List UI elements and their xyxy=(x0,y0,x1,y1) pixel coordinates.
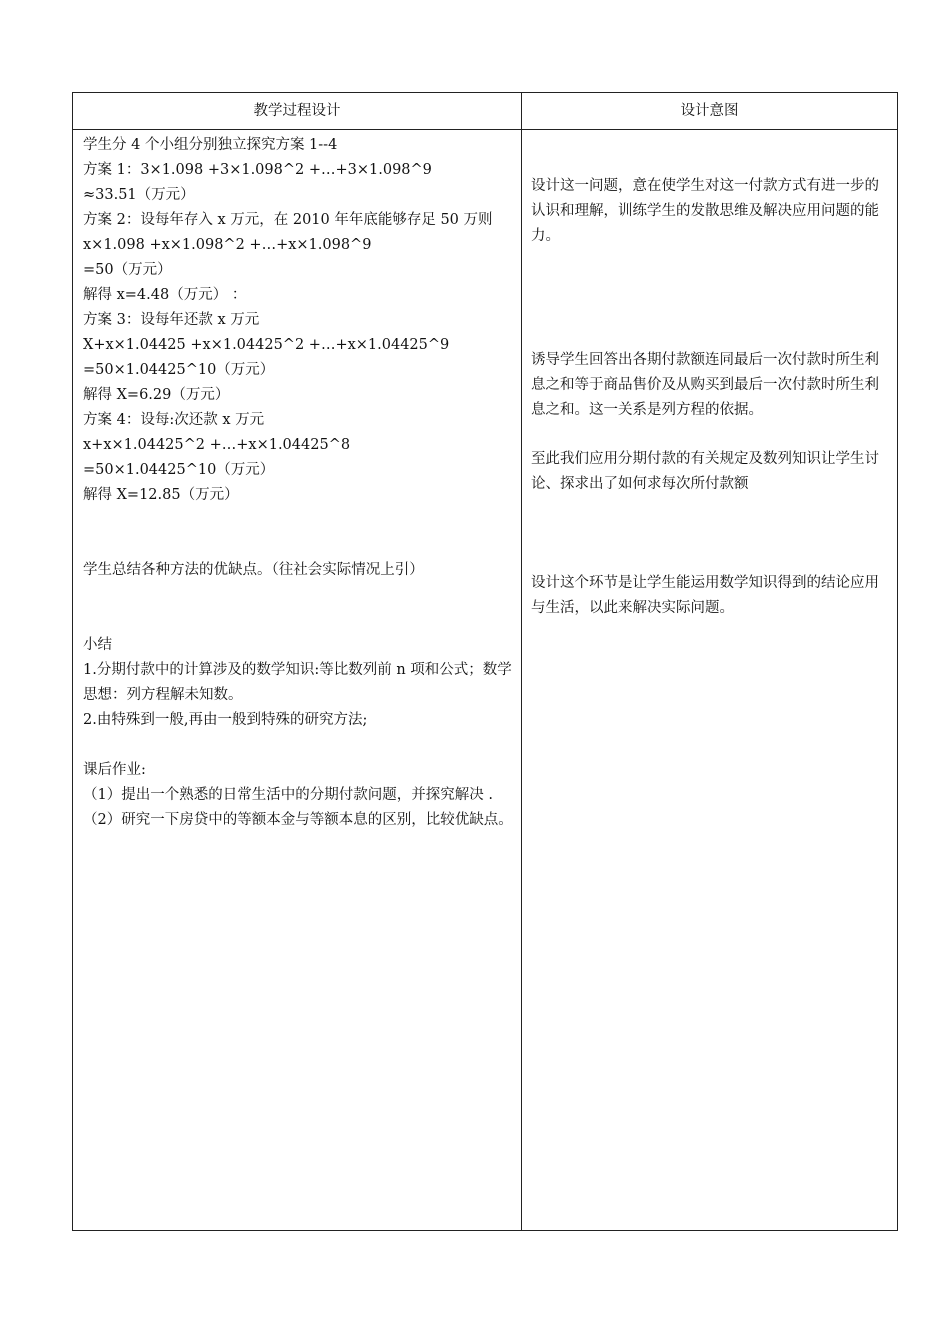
intent-paragraph: 诱导学生回答出各期付款额连同最后一次付款时所生利息之和等于商品售价及从购买到最后一次付款时所生利息之和。这一关系是列方程的依据。 xyxy=(531,352,879,418)
summary-item: 1.分期付款中的计算涉及的数学知识:等比数列前 n 项和公式；数学思想：列方程解未知数。 xyxy=(83,662,512,703)
summary-title: 小结 xyxy=(83,637,112,653)
homework-item: （2）研究一下房贷中的等额本金与等额本息的区别，比较优缺点。 xyxy=(83,812,513,828)
text-line: =50×1.04425^10（万元） xyxy=(83,362,275,378)
text-line: 解得 X=12.85（万元） xyxy=(83,487,239,503)
text-line: =50×1.04425^10（万元） xyxy=(83,462,275,478)
text-line: x×1.098 +x×1.098^2 +…+x×1.098^9 xyxy=(83,237,372,253)
text-line: 方案 2：设每年存入 x 万元，在 2010 年年底能够存足 50 万则 xyxy=(83,212,493,228)
intent-paragraph: 设计这一问题，意在使学生对这一付款方式有进一步的认识和理解，训练学生的发散思维及解决应用问题的能力。 xyxy=(531,178,879,244)
text-line: 方案 1：3×1.098 +3×1.098^2 +…+3×1.098^9 xyxy=(83,162,432,178)
text-line: x+x×1.04425^2 +…+x×1.04425^8 xyxy=(83,437,351,453)
text-line: X+x×1.04425 +x×1.04425^2 +…+x×1.04425^9 xyxy=(83,337,450,353)
text-line: 方案 4：设每:次还款 x 万元 xyxy=(83,412,265,428)
text-line: 解得 x=4.48（万元） ： xyxy=(83,287,247,303)
intent-paragraph: 设计这个环节是让学生能运用数学知识得到的结论应用与生活，以此来解决实际问题。 xyxy=(531,575,879,616)
intent-paragraph: 至此我们应用分期付款的有关规定及数列知识让学生讨论、探求出了如何求每次所付款额 xyxy=(531,451,879,492)
teaching-process-column xyxy=(83,133,515,833)
text-line: 方案 3：设每年还款 x 万元 xyxy=(83,312,260,328)
lesson-table xyxy=(72,92,898,1231)
summary-item: 2.由特殊到一般,再由一般到特殊的研究方法; xyxy=(83,712,368,728)
header-teaching-process: 教学过程设计 xyxy=(253,103,341,119)
text-line: 解得 X=6.29（万元） xyxy=(83,387,230,403)
text-line: 学生分 4 个小组分别独立探究方案 1--4 xyxy=(83,137,338,153)
header-divider xyxy=(73,129,897,130)
text-line: =50（万元） xyxy=(83,262,172,278)
header-design-intent: 设计意图 xyxy=(680,103,739,119)
homework-item: （1）提出一个熟悉的日常生活中的分期付款问题，并探究解决 . xyxy=(83,787,493,803)
column-divider xyxy=(521,93,522,1230)
summary-intro: 学生总结各种方法的优缺点。（往社会实际情况上引） xyxy=(83,562,424,578)
homework-title: 课后作业: xyxy=(83,762,146,778)
text-line: ≈33.51（万元） xyxy=(83,187,195,203)
